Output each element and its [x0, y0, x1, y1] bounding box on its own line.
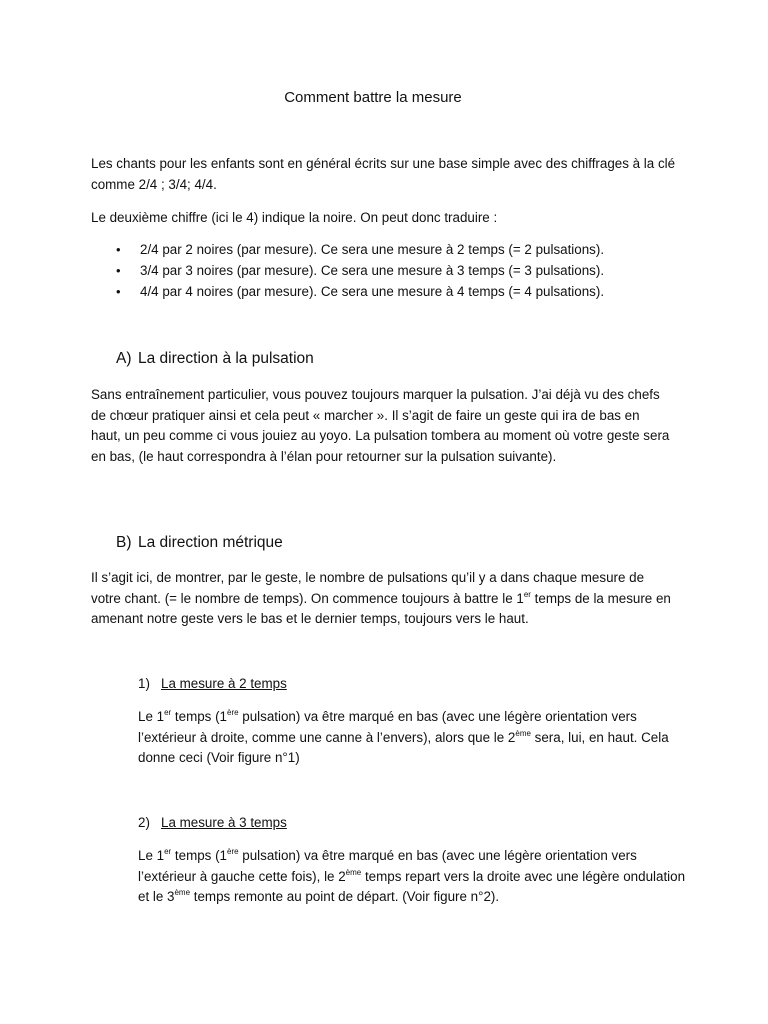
superscript: er [523, 589, 531, 599]
section-b-text-1: Il s’agit ici, de montrer, par le geste, le nombre de pulsations qu’il y a dans chaque mesure de votre chant. (= le nombre de temps). On commence toujours à battre le 1 [91, 570, 645, 606]
sub2-text-2: temps (1 [171, 848, 227, 863]
superscript: ème [174, 888, 191, 897]
subsection-1-title: La mesure à 2 temps [161, 676, 287, 691]
section-a-paragraph: Sans entraînement particulier, vous pouvez toujours marquer la pulsation. J’ai déjà vu des chefs de chœur pratiquer ainsi et cela peut « marcher ». Il s’agit de faire un geste qui ira de bas en haut, un peu comme ci vous jouiez au yoyo. La pulsation tombera au moment où votre geste sera en bas, (le haut correspondra à l’élan pour retourner sur la pulsation suivante). [91, 387, 670, 464]
section-b-marker: B) [116, 534, 132, 551]
intro-paragraph-2: Le deuxième chiffre (ici le 4) indique la noire. On peut donc traduire : [91, 210, 498, 225]
list-item-text: 3/4 par 3 noires (par mesure). Ce sera une mesure à 3 temps (= 3 pulsations). [140, 263, 605, 278]
list-item-text: 4/4 par 4 noires (par mesure). Ce sera une mesure à 4 temps (= 4 pulsations). [140, 284, 605, 299]
superscript: ère [227, 708, 239, 717]
section-a-title: La direction à la pulsation [138, 350, 314, 367]
sub2-text-5: temps remonte au point de départ. (Voir figure n°2). [190, 889, 500, 904]
superscript: er [164, 708, 172, 717]
subsection-2-paragraph [138, 846, 698, 908]
subsection-1-marker: 1) [138, 676, 150, 691]
bullet-icon: • [116, 284, 121, 299]
subsection-2-title: La mesure à 3 temps [161, 815, 287, 830]
bullet-icon: • [116, 242, 121, 257]
subsection-2-marker: 2) [138, 815, 150, 830]
superscript: er [164, 847, 172, 856]
list-item-text: 2/4 par 2 noires (par mesure). Ce sera une mesure à 2 temps (= 2 pulsations). [140, 242, 605, 257]
section-b-heading [116, 533, 283, 554]
superscript: ème [345, 867, 362, 877]
superscript: ème [515, 728, 531, 738]
section-a-heading [116, 349, 314, 370]
list-item [116, 240, 604, 261]
sub2-text-4: temps repart vers la droite avec une légère ondulation et le 3 [138, 868, 686, 904]
sub1-text-3: pulsation) va être marqué en bas (avec une légère orientation vers l’extérieur à droite, comme une canne à l’envers), alors que le 2 [138, 709, 637, 745]
section-b-paragraph [91, 568, 676, 630]
sub1-text-1: Le 1 [138, 709, 165, 724]
time-signature-list [116, 240, 604, 303]
section-b-title: La direction métrique [138, 534, 283, 551]
section-b-text-2: temps de la mesure en amenant notre geste vers le bas et le dernier temps, toujours vers le haut. [91, 590, 671, 626]
sub2-text-3: pulsation) va être marqué en bas (avec une légère orientation vers l’extérieur à gauche cette fois), le 2 [138, 848, 637, 884]
list-item [116, 261, 604, 282]
section-a-marker: A) [116, 350, 132, 367]
sub1-text-2: temps (1 [171, 709, 227, 724]
subsection-1-paragraph [138, 707, 698, 769]
list-item [116, 282, 604, 303]
subsection-2-heading [138, 813, 287, 834]
superscript: ère [227, 847, 239, 856]
intro-paragraph-1: Les chants pour les enfants sont en général écrits sur une base simple avec des chiffrages à la clé comme 2/4 ; 3/4; 4/4. [91, 156, 676, 192]
sub2-text-1: Le 1 [138, 848, 165, 863]
sub1-text-4: sera, lui, en haut. Cela donne ceci (Voir figure n°1) [138, 729, 669, 765]
page-title: Comment battre la mesure [284, 89, 462, 106]
subsection-1-heading [138, 674, 287, 695]
bullet-icon: • [116, 263, 121, 278]
